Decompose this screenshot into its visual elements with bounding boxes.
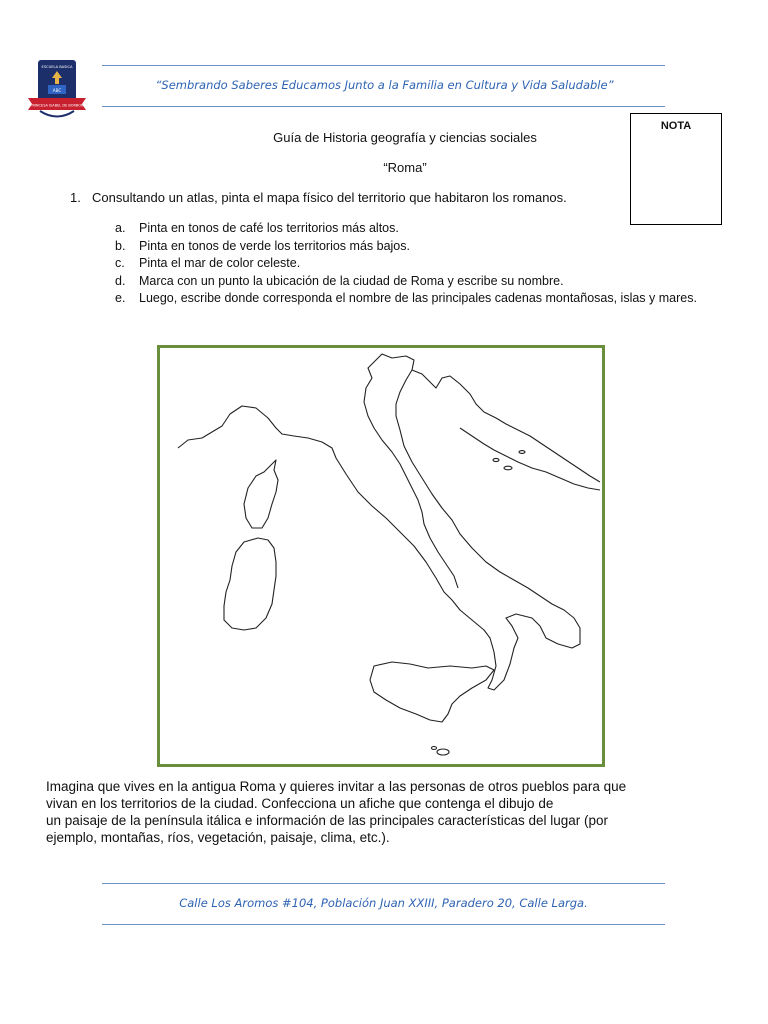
logo-banner-text: PRINCESA ISABEL DE BORBON [30,103,84,108]
instruction-text: Pinta en tonos de café los territorios más altos. [139,221,399,235]
island-outline [493,458,499,461]
instruction-text: Luego, escribe donde corresponda el nombre de las principales cadenas montañosas, islas y mares. [139,291,697,305]
sicily-outline [370,662,494,722]
activity-instructions [46,778,726,846]
instruction-letter: d. [115,273,126,288]
instruction-letter: b. [115,238,126,253]
logo-school-text: ESCUELA BASICA [41,65,73,69]
grade-label: NOTA [660,120,692,132]
instruction-item [115,290,725,308]
corsica-outline [244,460,278,528]
island-outline [519,451,525,454]
activity-line: Imagina que vives en la antigua Roma y quieres invitar a las personas de otros pueblos para que [46,779,627,794]
question-text: Consultando un atlas, pinta el mapa físico del territorio que habitaron los romanos. [92,190,567,205]
instruction-item [115,220,725,238]
school-logo [26,58,88,122]
instruction-letter: c. [115,256,125,270]
instruction-item [115,273,725,291]
header-rule-top [102,65,665,66]
document-title: Guía de Historia geografía y ciencias sociales [273,130,537,145]
gozo-outline [432,747,437,750]
instruction-item [115,238,725,256]
header-rule-bottom [102,106,665,107]
instruction-letter: a. [115,221,126,235]
school-address: Calle Los Aromos #104, Población Juan XXIII, Paradero 20, Calle Larga. [179,896,588,910]
grade-box[interactable] [630,113,722,225]
footer-rule-bottom [102,924,665,925]
instruction-list [115,220,725,308]
adriatic-coast-outline [460,428,600,490]
italy-outline-map [160,348,602,764]
instruction-text: Pinta en tonos de verde los territorios más bajos. [139,238,410,253]
activity-line: un paisaje de la península itálica e información de las principales características del lugar (por [46,813,609,828]
italy-map-frame [157,345,605,767]
italy-mainland-outline [178,354,580,690]
alps-border-outline [412,370,600,482]
question-1 [70,190,630,205]
question-number: 1. [70,190,81,205]
malta-outline [437,749,449,755]
instruction-text: Pinta el mar de color celeste. [139,256,301,270]
document-subtitle: “Roma” [383,160,427,175]
instruction-letter: e. [115,291,126,305]
sardinia-outline [224,538,276,630]
island-outline [504,466,512,470]
instruction-text: Marca con un punto la ubicación de la ciudad de Roma y escribe su nombre. [139,273,564,288]
school-motto: “Sembrando Saberes Educamos Junto a la Familia en Cultura y Vida Saludable” [155,78,614,92]
activity-line: vivan en los territorios de la ciudad. Confecciona un afiche que contenga el dibujo de [46,796,554,811]
footer-rule-top [102,883,665,884]
logo-book-text: ABC [52,88,62,93]
instruction-item [115,255,725,273]
activity-line: ejemplo, montañas, ríos, vegetación, paisaje, clima, etc.). [46,830,390,845]
